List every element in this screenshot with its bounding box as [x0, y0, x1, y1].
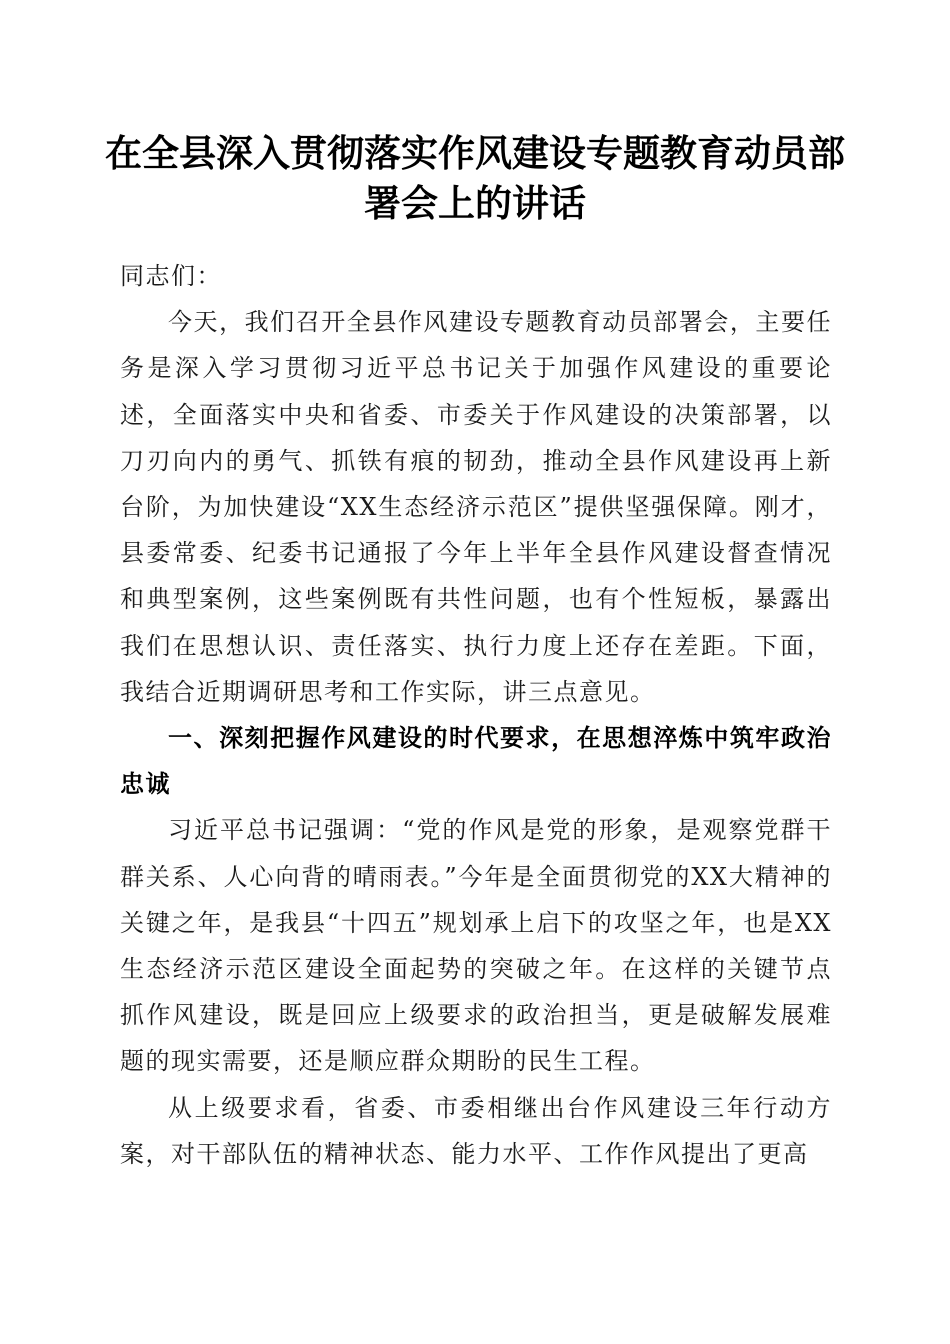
document-title: 在全县深入贯彻落实作风建设专题教育动员部署会上的讲话: [105, 131, 845, 225]
document-body: [120, 253, 832, 1177]
paragraph-superior-requirements: 从上级要求看，省委、市委相继出台作风建设三年行动方案，对干部队伍的精神状态、能力水平、工作作风提出了更高: [120, 1093, 832, 1168]
paragraph-intro: 今天，我们召开全县作风建设专题教育动员部署会，主要任务是深入学习贯彻习近平总书记关于加强作风建设的重要论述，全面落实中央和省委、市委关于作风建设的决策部署，以刀刃向内的勇气、抓铁有痕的韧劲，推动全县作风建设再上新台阶，为加快建设“XX生态经济示范区”提供坚强保障。刚才，县委常委、纪委书记通报了今年上半年全县作风建设督查情况和典型案例，这些案例既有共性问题，也有个性短板，暴露出我们在思想认识、责任落实、执行力度上还存在差距。下面，我结合近期调研思考和工作实际，讲三点意见。: [120, 308, 832, 706]
paragraph-quote: 习近平总书记强调：“党的作风是党的形象，是观察党群干群关系、人心向背的晴雨表。”今年是全面贯彻党的XX大精神的关键之年，是我县“十四五”规划承上启下的攻坚之年，也是XX生态经济示范区建设全面起势的突破之年。在这样的关键节点抓作风建设，既是回应上级要求的政治担当，更是破解发展难题的现实需要，还是顺应群众期盼的民生工程。: [120, 816, 832, 1076]
salutation: 同志们：: [120, 262, 222, 290]
section-heading-1: 一、深刻把握作风建设的时代要求，在思想淬炼中筑牢政治忠诚: [120, 724, 832, 799]
